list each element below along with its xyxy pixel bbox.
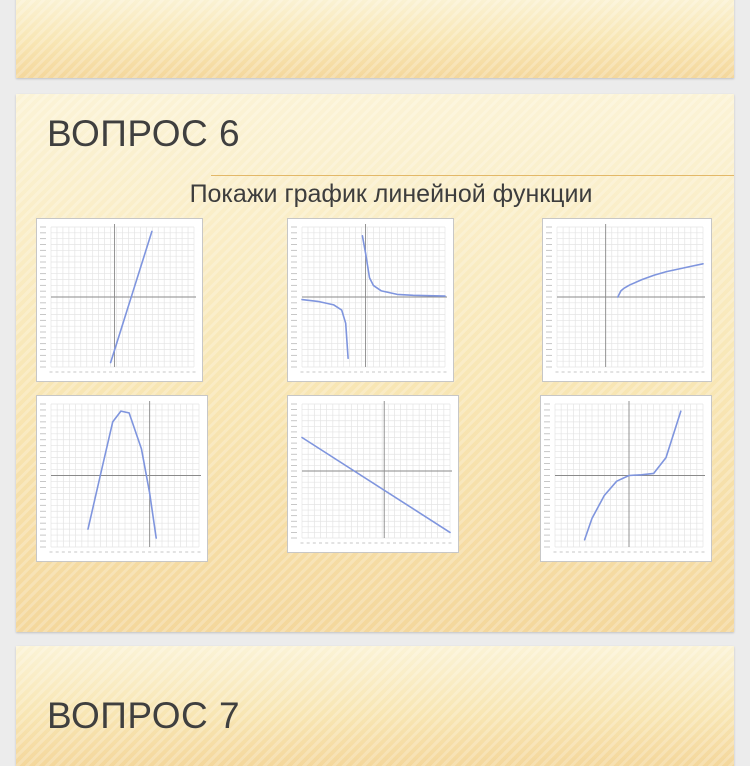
slide-title: ВОПРОС 6 <box>47 113 241 154</box>
axes <box>557 224 705 367</box>
tick-marks <box>40 227 196 372</box>
axes <box>302 401 452 538</box>
slide-question-6 <box>16 94 734 632</box>
slide-title: ВОПРОС 7 <box>47 695 241 736</box>
question-text: Покажи график линейной функции <box>189 180 593 208</box>
graph-option-5[interactable] <box>287 395 459 553</box>
axes <box>51 224 196 367</box>
slide-question-7 <box>16 646 734 766</box>
function-curve-1 <box>88 411 156 538</box>
graph-option-4[interactable] <box>36 395 208 562</box>
previous-slide <box>16 0 734 78</box>
graph-option-3[interactable] <box>542 218 712 382</box>
tick-marks <box>546 227 705 372</box>
tick-marks <box>291 404 452 543</box>
axes <box>51 401 201 547</box>
graph-option-1[interactable] <box>36 218 203 382</box>
tick-marks <box>40 404 201 552</box>
axes <box>555 401 705 547</box>
graph-option-6[interactable] <box>540 395 712 562</box>
tick-marks <box>291 227 447 372</box>
graph-option-2[interactable] <box>287 218 454 382</box>
title-divider <box>211 175 734 176</box>
